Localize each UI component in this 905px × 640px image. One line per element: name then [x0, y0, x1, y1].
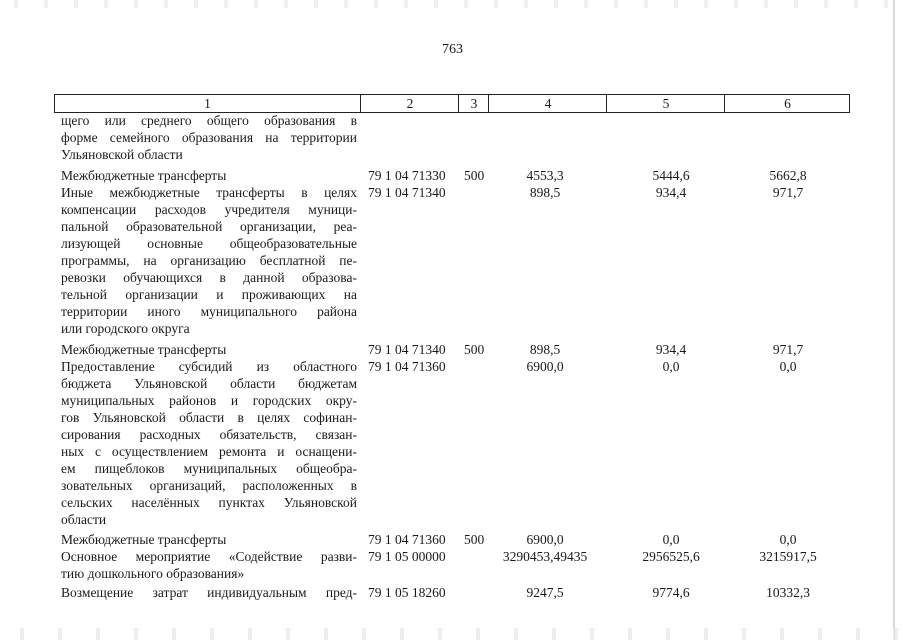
description-line: территории иного муниципального района: [61, 304, 357, 319]
classification-code: 79 1 05 00000: [368, 549, 446, 564]
header-col-6: 6: [724, 95, 850, 112]
description-line: Иные межбюджетные трансферты в целях: [61, 185, 357, 200]
amount-col-5: 934,4: [655, 185, 687, 200]
header-col-4: 4: [488, 95, 607, 112]
description-line: области: [61, 512, 107, 527]
scan-artifact-top: [0, 0, 905, 8]
amount-col-5: 5444,6: [652, 168, 690, 183]
description-line: ем пищеблоков муниципальных общеобра-: [61, 461, 357, 476]
description-line: Возмещение затрат индивидуальным пред-: [61, 585, 357, 600]
amount-col-6: 5662,8: [769, 168, 807, 183]
amount-col-6: 971,7: [772, 342, 804, 357]
amount-col-5: 2956525,6: [642, 549, 700, 564]
classification-code: 79 1 04 71360: [368, 532, 446, 547]
amount-col-6: 0,0: [779, 359, 797, 374]
row-description: [61, 358, 357, 528]
header-col-5: 5: [606, 95, 725, 112]
classification-code: 79 1 04 71340: [368, 185, 446, 200]
description-line: Основное мероприятие «Содействие разви-: [61, 549, 357, 564]
amount-col-6: 0,0: [779, 532, 797, 547]
amount-col-4: 4553,3: [526, 168, 564, 183]
amount-col-5: 9774,6: [652, 585, 690, 600]
description-line: Предоставление субсидий из областного: [61, 359, 357, 374]
row-description: [61, 531, 357, 548]
header-col-2: 2: [360, 95, 459, 112]
description-line: ревозки обучающихся в данной образова-: [61, 270, 357, 285]
header-col-1: 1: [204, 96, 211, 111]
amount-col-5: 934,4: [655, 342, 687, 357]
expense-type: 500: [464, 168, 485, 183]
amount-col-5: 0,0: [662, 359, 680, 374]
expense-type: 500: [464, 342, 485, 357]
description-line: программы, на организацию бесплатной пе-: [61, 253, 357, 268]
amount-col-4: 3290453,49435: [502, 549, 588, 564]
row-description: [61, 341, 357, 358]
description-line: Межбюджетные трансферты: [61, 342, 227, 357]
amount-col-4: 6900,0: [526, 532, 564, 547]
description-line: Межбюджетные трансферты: [61, 168, 227, 183]
amount-col-4: 898,5: [529, 342, 561, 357]
header-col-3: 3: [458, 95, 489, 112]
scan-artifact-bottom: [0, 628, 905, 640]
description-line: форме семейного образования на территории: [61, 130, 357, 145]
table-header: [54, 94, 850, 113]
row-description: [61, 584, 357, 601]
description-line: пальной образовательной организации, реа-: [61, 219, 357, 234]
description-line: или городского округа: [61, 321, 190, 336]
amount-col-6: 3215917,5: [759, 549, 817, 564]
description-line: Ульяновской области: [61, 147, 183, 162]
description-line: сельских населённых пунктах Ульяновской: [61, 495, 357, 510]
classification-code: 79 1 04 71330: [368, 168, 446, 183]
amount-col-4: 9247,5: [526, 585, 564, 600]
description-line: компенсации расходов учредителя муници-: [61, 202, 357, 217]
classification-code: 79 1 05 18260: [368, 585, 446, 600]
description-line: тию дошкольного образования»: [61, 566, 245, 581]
description-line: лизующей основные общеобразовательные: [61, 236, 357, 251]
description-line: бюджета Ульяновской области бюджетам: [61, 376, 357, 391]
amount-col-4: 6900,0: [526, 359, 564, 374]
description-line: тельной организации и проживающих на: [61, 287, 357, 302]
description-line: гов Ульяновской области в целях софинан-: [61, 410, 357, 425]
row-description: [61, 184, 357, 337]
amount-col-5: 0,0: [662, 532, 680, 547]
amount-col-4: 898,5: [529, 185, 561, 200]
description-line: Межбюджетные трансферты: [61, 532, 227, 547]
row-description: [61, 548, 357, 582]
classification-code: 79 1 04 71340: [368, 342, 446, 357]
description-line: сирования расходных обязательств, связан-: [61, 427, 357, 442]
page-number: 763: [442, 42, 463, 57]
expense-type: 500: [464, 532, 485, 547]
row-description: [61, 112, 357, 163]
row-description: [61, 167, 357, 184]
amount-col-6: 10332,3: [766, 585, 810, 600]
description-line: зовательных организаций, расположенных в: [61, 478, 357, 493]
classification-code: 79 1 04 71360: [368, 359, 446, 374]
description-line: муниципальных районов и городских окру-: [61, 393, 357, 408]
amount-col-6: 971,7: [772, 185, 804, 200]
description-line: щего или среднего общего образования в: [61, 113, 357, 128]
description-line: ных с осуществлением ремонта и оснащени-: [61, 444, 357, 459]
scan-artifact-edge: [893, 0, 895, 640]
